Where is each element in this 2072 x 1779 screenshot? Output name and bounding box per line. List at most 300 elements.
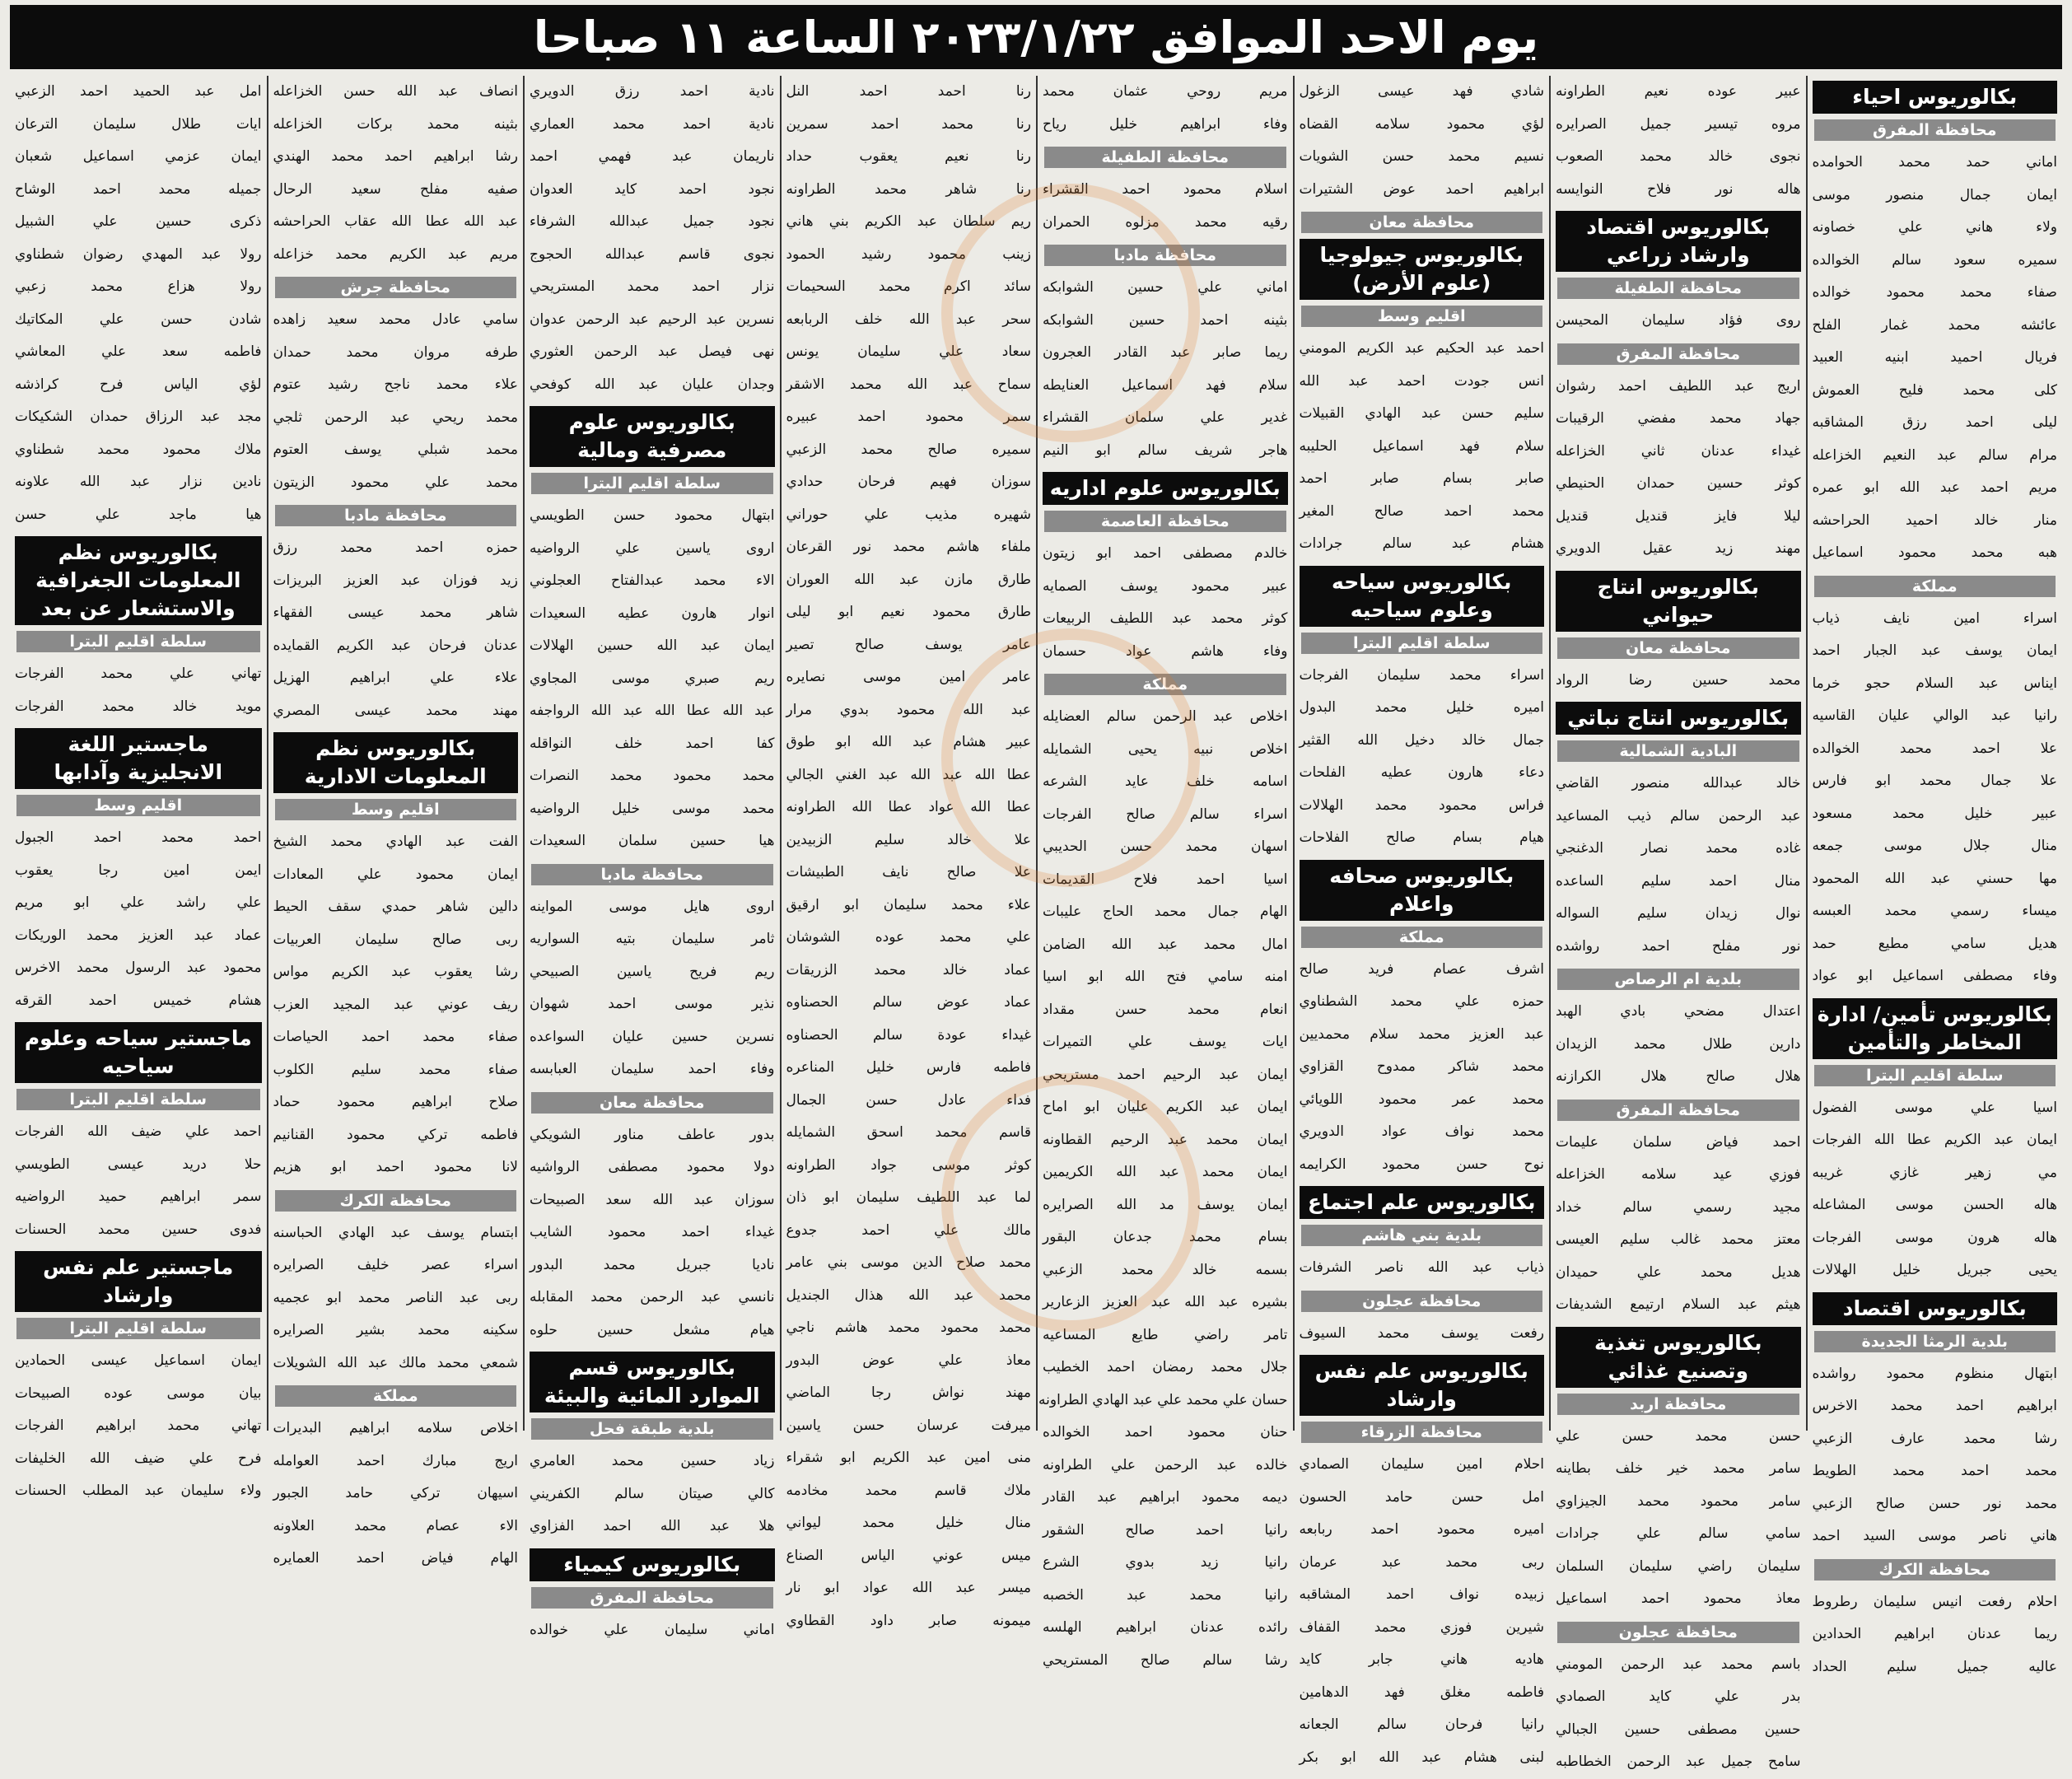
candidate-name: بدر علي كايد الصمادي xyxy=(1556,1688,1801,1705)
candidate-name: هيا حسين سلمان السعيدات xyxy=(530,833,775,849)
region-heading: البادية الشمالية xyxy=(1557,740,1799,762)
candidate-name: مريم احمد عبد الله ابو عمره xyxy=(1812,479,2057,496)
degree-heading: بكالوريوس تغذية وتصنيع غذائي xyxy=(1556,1327,1801,1388)
candidate-name: ايمان محمود علي المعادات xyxy=(273,866,518,883)
candidate-name: سامي سالم علي جرادات xyxy=(1556,1525,1801,1542)
candidate-name: علا احمد محمد الخوالده xyxy=(1812,740,2057,757)
candidate-name: بدور عاطف مناور الشويكي xyxy=(530,1126,775,1143)
degree-heading: بكالوريوس كيمياء xyxy=(530,1548,775,1581)
candidate-name: عبد الله عطا الله عقاب الحراحشه xyxy=(273,213,518,230)
candidate-name: نسرين حسين عليان السواعده xyxy=(530,1028,775,1045)
candidate-name: سلام فهد اسماعيل الحليبه xyxy=(1299,437,1544,455)
candidate-name: طارق محمود نعيم ابو ليلى xyxy=(786,604,1031,620)
candidate-name: عماد عبد العزيز محمد الوريكات xyxy=(15,927,262,944)
candidate-name: كفا احمد خلف النواقله xyxy=(530,735,775,752)
candidate-name: سميره سعود سالم الخوالده xyxy=(1812,251,2057,268)
candidate-name: بشيره عبد الله عبد العزيز الزعارير xyxy=(1043,1294,1288,1310)
candidate-name: هشام عبد سالم جرادات xyxy=(1299,535,1544,552)
candidate-name: منال خليل محمد ليواني xyxy=(786,1515,1031,1531)
candidate-name: احلام رفعت انيس سليمان رطروط xyxy=(1812,1593,2057,1610)
candidate-name: جميله محمد احمد الوشاح xyxy=(15,180,262,198)
candidate-name: اريج مبارك احمد العوامله xyxy=(273,1452,518,1469)
candidate-name: فرح علي ضيف الله الخليفات xyxy=(15,1450,262,1467)
candidate-name: مها حسني عبد الله المحمود xyxy=(1812,870,2057,887)
candidate-name: ايمان عبد الكريم عليان ابو اماح xyxy=(1043,1099,1288,1115)
region-heading: سلطة اقليم البترا xyxy=(1301,633,1543,654)
candidate-name: ليلا فايز قنديل قنديل xyxy=(1556,507,1801,525)
candidate-name: سحر عبد الله خلف الربابعه xyxy=(786,311,1031,328)
candidate-name: رشا محمد عارف الزعبي xyxy=(1812,1430,2057,1447)
candidate-name: انس جودت احمد عبد الله xyxy=(1299,372,1544,390)
region-heading: محافظة عجلون xyxy=(1557,1622,1799,1643)
candidate-name: ملاك محمود محمد شطناوي xyxy=(15,441,262,458)
candidate-name: فداء عادل حسن الجمال xyxy=(786,1091,1031,1109)
candidate-name: خالد عبدالله منصور القاضي xyxy=(1556,775,1801,791)
candidate-name: صفاء محمد سليم الكلوب xyxy=(273,1061,518,1078)
candidate-name: عطا الله عواد عطا الله الطراونه xyxy=(786,799,1031,815)
candidate-name: رانيا احمد صالح الشقور xyxy=(1043,1521,1288,1539)
candidate-name: اميره خليل محمد البدول xyxy=(1299,699,1544,716)
candidate-name: علا صالح نايف الطبيشات xyxy=(786,864,1031,880)
candidate-name: ايناس عبد السلام حجو خرما xyxy=(1812,675,2057,692)
candidate-name: نور مفلح احمد رواشده xyxy=(1556,937,1801,955)
candidate-name: هشام خميس احمد القرقه xyxy=(15,992,262,1009)
candidate-name: رانيا عبد الوالي عليان القاسيه xyxy=(1812,707,2057,724)
candidate-name: صفاء محمد احمد الحياصات xyxy=(273,1029,518,1045)
candidate-name: ناديا جبريل محمد البدور xyxy=(530,1256,775,1273)
candidate-name: ميرفت عرسان حسن ياسين xyxy=(786,1417,1031,1434)
candidate-name: امل حسن حامد الحسون xyxy=(1299,1488,1544,1506)
candidate-name: محمد نور حسن صالح الزعبي xyxy=(1812,1495,2057,1512)
candidate-name: ايمان جمال منصور موسى xyxy=(1812,186,2057,203)
candidate-name: غدير علي سلمان القشراء xyxy=(1043,409,1288,426)
candidate-name: خالده عبد الرحمن علي الطراونه xyxy=(1043,1456,1288,1473)
candidate-name: محمد موسى خليل الرواضيه xyxy=(530,800,775,817)
candidate-name: رشا يعقوب عبد الكريم مواس xyxy=(273,964,518,980)
candidate-name: الهام فياض احمد العمايره xyxy=(273,1550,518,1567)
candidate-name: نجود احمد كايد العدوان xyxy=(530,180,775,198)
candidate-name: حمزه علي محمد الشطناوي xyxy=(1299,993,1544,1010)
degree-heading: بكالوريوس علم نفس وارشاد xyxy=(1300,1355,1545,1416)
candidate-name: امنه سامي فتح الله ابو اسيا xyxy=(1043,969,1288,985)
candidate-name: نوح حسن محمود الكرايمه xyxy=(1299,1156,1544,1173)
candidate-name: مويد خالد محمد الفرجات xyxy=(15,698,262,715)
candidate-name: نانسي عبد الرحمن محمد المقابله xyxy=(530,1289,775,1305)
candidate-name: دارين طلال محمد الزيدان xyxy=(1556,1035,1801,1053)
candidate-name: اسامه خلف عايد الشرعه xyxy=(1043,773,1288,790)
candidate-name: احلام امين سليمان الصمادي xyxy=(1299,1456,1544,1473)
candidate-name: نادية احمد محمد العماري xyxy=(530,115,775,133)
candidate-name: علي محمد عوده الشوشان xyxy=(786,929,1031,946)
candidate-name: زيد فوزان عبد العزيز البريزات xyxy=(273,572,518,589)
candidate-name: صلاح ابراهيم محمود حماد xyxy=(273,1094,518,1110)
region-heading: محافظة معان xyxy=(1301,212,1543,233)
candidate-name: سوزان عبد الله سعد الصبيحات xyxy=(530,1191,775,1208)
candidate-name: صابر بسام صابر احمد xyxy=(1299,470,1544,487)
candidate-name: محمد محمود محمد هاشم ناجي xyxy=(786,1319,1031,1336)
column xyxy=(1806,76,2063,1675)
candidate-name: ابتسام يوسف عبد الهادي الحباسنه xyxy=(273,1224,518,1241)
candidate-name: ايمان عزمي اسماعيل شعبان xyxy=(15,148,262,165)
region-heading: محافظة معان xyxy=(1557,637,1799,659)
region-heading: مملكة xyxy=(1301,927,1543,948)
degree-heading: بكالوريوس علوم مصرفية ومالية xyxy=(530,406,775,467)
candidate-name: جهاد محمد مفضي الرقيبات xyxy=(1556,410,1801,427)
candidate-name: عدنان فرحان عبد الكريم القمايده xyxy=(273,637,518,654)
candidate-name: نجود جميل عبدالله الشرفاء xyxy=(530,213,775,230)
candidate-name: طرفه مروان محمد حمدان xyxy=(273,343,518,361)
candidate-name: اروى هايل موسى المواينه xyxy=(530,898,775,915)
candidate-name: ريم سلطان عبد الكريم بني هاني xyxy=(786,213,1031,230)
candidate-name: كالي صيتان سالم الكفريني xyxy=(530,1485,775,1502)
candidate-name: معتز محمد غالب سليم العيسى xyxy=(1556,1231,1801,1248)
degree-heading: بكالوريوس احياء xyxy=(1813,81,2058,114)
candidate-name: محمود عبد الرسول محمد الاخرس xyxy=(15,960,262,976)
region-heading: سلطة اقليم البترا xyxy=(16,1089,260,1110)
candidate-name: نسرين عبد الرحيم عبد الرحمن عدوان xyxy=(530,311,775,328)
candidate-name: امل عبد الحميد احمد الزعبي xyxy=(15,83,262,100)
candidate-name: علا خالد سليم الزبيدين xyxy=(786,831,1031,848)
candidate-name: ايمان عبد الكريم عطا الله الفرجات xyxy=(1812,1132,2057,1148)
candidate-name: حسين مصطفى حسين الجبالي xyxy=(1556,1721,1801,1738)
candidate-name: حنان محمود احمد الخوالده xyxy=(1043,1424,1288,1440)
candidate-name: غيداء عودة سالم الحصناوه xyxy=(786,1026,1031,1044)
candidate-name: رائده عدنان ابراهيم الهلسه xyxy=(1043,1619,1288,1636)
candidate-name: جلال محمد رمضان احمد الخطيب xyxy=(1043,1359,1288,1375)
candidate-name: مهند محمد عيسى المصري xyxy=(273,702,518,719)
degree-heading: بكالوريوس سياحه وعلوم سياحيه xyxy=(1300,566,1545,627)
candidate-name: لما عبد اللطيف سليمان ابو ذان xyxy=(786,1189,1031,1206)
candidate-name: شادي فهد عيسى الزغول xyxy=(1299,83,1544,100)
candidate-name: تهاني علي محمد الفرجات xyxy=(15,665,262,682)
candidate-name: اخلاص نبيه يحيى الشمايله xyxy=(1043,740,1288,758)
candidate-name: رنا نعيم يعقوب حداد xyxy=(786,148,1031,165)
candidate-name: ايمان محمد عبد الرحيم القطاونه xyxy=(1043,1131,1288,1148)
region-heading: سلطة اقليم البترا xyxy=(531,473,773,494)
candidate-name: علاء محمد ناجح رشيد عتوم xyxy=(273,376,518,393)
candidate-name: سوزان فهيم فرحان حدادي xyxy=(786,474,1031,490)
candidate-name: منار خالد احميد الحراحشه xyxy=(1812,511,2057,529)
candidate-name: محمد ريحي عبد الرحمن ثلجي xyxy=(273,409,518,426)
candidate-name: اريج عبد اللطيف احمد رشوان xyxy=(1556,377,1801,395)
candidate-name: عطا الله عبد الله عبد الغني الجالي xyxy=(786,766,1031,783)
candidate-name: محمد شاكر ممدوح القزاوي xyxy=(1299,1058,1544,1075)
candidate-name: نذير موسى احمد شهوان xyxy=(530,996,775,1012)
candidate-name: عماد عوض سالم الحصناوه xyxy=(786,994,1031,1011)
column xyxy=(267,76,524,1567)
candidate-name: محمد احمد صالح المغير xyxy=(1299,502,1544,520)
candidate-name: دولا محمود مصطفى الرواشيه xyxy=(530,1159,775,1175)
region-heading: محافظة مادبا xyxy=(1044,245,1286,266)
candidate-name: ديمه محمود ابراهيم عبد القادر xyxy=(1043,1489,1288,1506)
candidate-name: امال محمد عبد الله الضامن xyxy=(1043,936,1288,953)
candidate-name: اميره محمود احمد ربابعه xyxy=(1299,1521,1544,1538)
candidate-name: رولا عبد المهدي رضوان شطناوي xyxy=(15,245,262,263)
candidate-name: اماني حمد محمد الحوامده xyxy=(1812,154,2057,170)
candidate-name: زينب محمود رشيد الحمود xyxy=(786,245,1031,263)
candidate-name: نادية احمد رزق الدويري xyxy=(530,83,775,100)
column xyxy=(780,76,1037,1629)
candidate-name: ميسر عبد الله عواد ابو نار xyxy=(786,1580,1031,1596)
candidate-name: سامي عادل محمد سعيد زاهده xyxy=(273,311,518,328)
degree-heading: ماجستير علم نفس وارشاد xyxy=(15,1251,262,1312)
region-heading: اقليم وسط xyxy=(16,795,260,816)
column xyxy=(1036,76,1293,1669)
candidate-name: دعاء هارون عطيه الفلحات xyxy=(1299,764,1544,781)
candidate-name: اسراء محمد سليمان الفرجات xyxy=(1299,666,1544,684)
candidate-name: سميره صالح محمد الزعبي xyxy=(786,441,1031,458)
region-heading: مملكة xyxy=(1044,674,1286,695)
candidate-name: ميس عوني الياس الصناع xyxy=(786,1547,1031,1564)
region-heading: بلدية ام الرصاص xyxy=(1557,969,1799,990)
candidate-name: احمد فياض سلمان عليمات xyxy=(1556,1133,1801,1151)
candidate-name: رفعت يوسف محمد السيوف xyxy=(1299,1324,1544,1342)
candidate-name: ولاء هاني علي خصاونه xyxy=(1812,219,2057,236)
candidate-name: مي زهير غازي غريبه xyxy=(1812,1164,2057,1181)
candidate-name: ابراهيم احمد محمد الاخرس xyxy=(1812,1398,2057,1414)
candidate-name: محمد عمر محمود اللويائي xyxy=(1299,1090,1544,1108)
candidate-name: ابراهيم احمد عوض الشتيرات xyxy=(1299,180,1544,198)
candidate-name: هاله هرون موسى الفرجات xyxy=(1812,1229,2057,1246)
candidate-name: مهند زيد عقيل الدويري xyxy=(1556,540,1801,557)
candidate-name: فاطمه تركي محمود القنانيم xyxy=(273,1126,518,1143)
candidate-name: عبير هشام عبد الله ابو طوق xyxy=(786,734,1031,750)
candidate-name: مروه تيسير جميل الصرايره xyxy=(1556,115,1801,133)
candidate-name: محمد محمود محمد النصرات xyxy=(530,768,775,784)
candidate-name: سامر محمد خير خلف بطاينه xyxy=(1556,1460,1801,1477)
degree-heading: بكالوريوس انتاج حيواني xyxy=(1556,571,1801,632)
candidate-name: ابتهال منظوم محمود رواشده xyxy=(1812,1365,2057,1382)
candidate-name: وفاء احمد سليمان العبابسه xyxy=(530,1061,775,1077)
candidate-name: رانيا زيد بدوي الشرع xyxy=(1043,1554,1288,1571)
region-heading: سلطة اقليم البترا xyxy=(1814,1065,2056,1086)
candidate-name: صفيه مفلح سعيد الرحال xyxy=(273,180,518,198)
candidate-name: اماني سليمان علي خوالده xyxy=(530,1621,775,1638)
candidate-name: عاليه جميل سليم الحداد xyxy=(1812,1658,2057,1675)
candidate-name: يحيى جبريل خليل الهلالات xyxy=(1812,1262,2057,1278)
candidate-name: هاني ناصر موسى السيد احمد xyxy=(1812,1528,2057,1544)
candidate-name: اسيهان تركي حامد الجبور xyxy=(273,1485,518,1501)
region-heading: محافظة العاصمة xyxy=(1044,511,1286,532)
candidate-name: حسان علي محمد علي عبد الهادي الطراونه xyxy=(1038,1391,1288,1408)
degree-heading: بكالوريوس جيولوجيا (علوم الأرض) xyxy=(1300,239,1545,300)
candidate-name: رشا ابراهيم احمد محمد الهندي xyxy=(273,148,518,165)
degree-heading: بكالوريوس انتاج نباتي xyxy=(1556,702,1801,735)
candidate-name: بسمه خالد محمد الزعبي xyxy=(1043,1261,1288,1278)
candidate-name: رنا محمد احمد سمرين xyxy=(786,115,1031,133)
region-heading: محافظة معان xyxy=(531,1092,773,1114)
candidate-name: اسراء امين نايف ذياب xyxy=(1812,609,2057,627)
candidate-name: سلام فهد اسماعيل العنايطه xyxy=(1043,376,1288,394)
candidate-name: اسيا علي موسى الفضول xyxy=(1812,1099,2057,1116)
candidate-name: وجدان عليان عبد الله كوفحي xyxy=(530,376,775,393)
candidate-name: ناريمان عبد فهمي احمد xyxy=(530,148,775,165)
candidate-name: ايات طلال سليمان الترعان xyxy=(15,115,262,133)
candidate-name: صفاء محمد محمود خوالده xyxy=(1812,284,2057,301)
region-heading: بلدية طبقة فحل xyxy=(531,1418,773,1440)
candidate-name: ملاك قاسم محمد مخادمه xyxy=(786,1482,1031,1499)
candidate-name: علاء علي ابراهيم الهزيل xyxy=(273,670,518,686)
candidate-name: غاده محمد نصار الدغنجي xyxy=(1556,840,1801,857)
candidate-name: رولا هزاع محمد زعبي xyxy=(15,278,262,295)
candidate-name: اسهان محمد حسن الحديبي xyxy=(1043,838,1288,855)
candidate-name: قاسم محمد اسحق الشمايله xyxy=(786,1124,1031,1141)
candidate-name: محمد شبلي يوسف العتوم xyxy=(273,441,518,458)
candidate-name: ريما عدنان ابراهيم الحدادين xyxy=(1812,1626,2057,1642)
candidate-name: وفاء مصطفى اسماعيل ابو عواد xyxy=(1812,968,2057,984)
candidate-name: جمال خالد دخيل الله القثير xyxy=(1299,731,1544,749)
region-heading: سلطة اقليم البترا xyxy=(16,1318,260,1339)
candidate-name: هديل محمد علي حميدان xyxy=(1556,1263,1801,1281)
candidate-name: انصاف عبد الله حسن الخزاعله xyxy=(273,83,518,100)
region-heading: محافظة المفرق xyxy=(531,1587,773,1609)
candidate-name: اسراء عصر خليف الصرايره xyxy=(273,1257,518,1273)
candidate-name: خالدم مصطفى احمد ابو زيتون xyxy=(1043,545,1288,562)
candidate-name: شاهر محمد عيسى الفقهاء xyxy=(273,605,518,621)
degree-heading: بكالوريوس اقتصاد xyxy=(1813,1292,2058,1325)
candidate-name: وفاء ابراهيم خليل رياح xyxy=(1043,115,1288,133)
degree-heading: بكالوريوس صحافه واعلام xyxy=(1300,860,1545,921)
candidate-name: محمد علي محمود الزيتون xyxy=(273,474,518,491)
candidate-name: ربى محمد عبد عرمان xyxy=(1299,1553,1544,1571)
candidate-name: ايمان عبد الله حسين الهلالات xyxy=(530,637,775,654)
region-heading: محافظة المفرق xyxy=(1557,1100,1799,1121)
candidate-name: منال احمد سليم الساعده xyxy=(1556,872,1801,890)
candidate-name: سمر ابراهيم حميد الرواضيه xyxy=(15,1188,262,1205)
region-heading: محافظة جرش xyxy=(275,277,517,298)
column xyxy=(10,76,267,1499)
candidate-name: هلا عبد الله احمد الفزاوي xyxy=(530,1518,775,1534)
degree-heading: بكالوريوس نظم المعلومات الجغرافية والاستشعار عن بعد xyxy=(15,536,262,625)
page-title: يوم الاحد الموافق ٢٠٢٣/١/٢٢ الساعة ١١ صباحا xyxy=(10,5,2062,69)
candidate-name: رشا سالم صالح المستريحي xyxy=(1043,1651,1288,1669)
candidate-name: نوال زيدان سليم السواله xyxy=(1556,905,1801,922)
region-heading: بلدية الرمثا الجديدة xyxy=(1814,1331,2056,1352)
candidate-name: منى امين عبد الكريم ابو شقراء xyxy=(786,1450,1031,1466)
results-columns xyxy=(10,76,2062,1770)
candidate-name: شيرين فوزي محمد القفاف xyxy=(1299,1618,1544,1636)
candidate-name: فريال احميد ابنيه العبيد xyxy=(1812,349,2057,366)
candidate-name: غيداء احمد محمود الشايب xyxy=(530,1224,775,1240)
candidate-name: حلا دريد عيسى الطويسي xyxy=(15,1156,262,1173)
candidate-name: لبنى هشام عبد الله ابو بكر xyxy=(1299,1749,1544,1766)
candidate-name: نادين نزار عبد الله علاونه xyxy=(15,474,262,490)
region-heading: محافظة الطفيلة xyxy=(1557,278,1799,299)
candidate-name: ملفاء هاشم محمد نور القرعان xyxy=(786,539,1031,555)
candidate-name: رانيا فرحان سالم الجعانه xyxy=(1299,1716,1544,1733)
candidate-name: مريم روحي عثمان محمد xyxy=(1043,83,1288,100)
candidate-name: ثامر سليمان بتيه السواريه xyxy=(530,931,775,947)
candidate-name: ميمونه صابر داود القطاوي xyxy=(786,1612,1031,1629)
candidate-name: اشرف عصام فريد صالح xyxy=(1299,960,1544,978)
candidate-name: معاذ محمود احمد اسماعيل xyxy=(1556,1590,1801,1607)
region-heading: محافظة الزرقاء xyxy=(1301,1422,1543,1443)
candidate-name: وفاء هاشم عواد حسمان xyxy=(1043,642,1288,660)
candidate-name: مريم عبد الكريم محمد خزاعله xyxy=(273,245,518,263)
candidate-name: ليلى احمد رزق المشاقبه xyxy=(1812,414,2057,431)
candidate-name: نسيم محمد حسن الشويات xyxy=(1299,148,1544,165)
candidate-name: الاء محمد عبدالفتاح العجلوني xyxy=(530,572,775,589)
candidate-name: زبيده نواف احمد المشاقبه xyxy=(1299,1586,1544,1603)
candidate-name: غيداء عدنان ثاني الخزاعله xyxy=(1556,442,1801,460)
candidate-name: زياد حسين محمد العامري xyxy=(530,1453,775,1469)
candidate-name: علي راشد علي ابو مريم xyxy=(15,894,262,911)
candidate-name: سامر محمود محمد الجيزاوي xyxy=(1556,1492,1801,1510)
candidate-name: احمد علي ضيف الله الفرجات xyxy=(15,1123,262,1140)
candidate-name: احمد عبد الحكيم عبد الكريم المومني xyxy=(1299,340,1544,357)
region-heading: محافظة الكرك xyxy=(275,1190,517,1212)
candidate-name: عبير خليل محمد مسعود xyxy=(1812,805,2057,822)
candidate-name: اسيا احمد فلاح القديمات xyxy=(1043,871,1288,888)
candidate-name: ريم فريح ياسين الصبيحي xyxy=(530,963,775,980)
candidate-name: تامر راضي طايع المساعيه xyxy=(1043,1326,1288,1343)
candidate-name: مالك علي احمد جدوع xyxy=(786,1221,1031,1239)
region-heading: محافظة المفرق xyxy=(1814,119,2056,141)
candidate-name: اسراء سالم صالح الفرجات xyxy=(1043,805,1288,823)
candidate-name: ريف عوني عبد المجيد العزب xyxy=(273,996,518,1013)
candidate-name: هاجر شريف سالم ابو النيم xyxy=(1043,441,1288,459)
candidate-name: منال جلال موسى جمعه xyxy=(1812,838,2057,854)
candidate-name: فوزي عيد سلامه الخزاعله xyxy=(1556,1166,1801,1183)
candidate-name: رانيا محمد عبد الخصبه xyxy=(1043,1586,1288,1604)
candidate-name: بيان موسى عوده الصبيحات xyxy=(15,1384,262,1402)
candidate-name: عامر يوسف صالح تصير xyxy=(786,636,1031,653)
candidate-name: شهيره مذيب علي حوراني xyxy=(786,506,1031,523)
candidate-name: كوثر موسى جواد الطراونه xyxy=(786,1156,1031,1174)
candidate-name: مجد عبد الرزاق حمدان الشكيكات xyxy=(15,409,262,425)
degree-heading: بكالوريوس تأمين/ ادارة المخاطر والتأمين xyxy=(1813,998,2058,1059)
candidate-name: اخلاص عبد الرحمن سالم العضايله xyxy=(1043,708,1288,725)
candidate-name: ابتهال محمود حسن الطويسي xyxy=(530,507,775,524)
candidate-name: طارق مازن عبد الله العوران xyxy=(786,571,1031,588)
candidate-name: رنا احمد احمد النل xyxy=(786,83,1031,100)
column xyxy=(1293,76,1550,1766)
candidate-name: روى فؤاد سليمان المحيسن xyxy=(1556,312,1801,329)
candidate-name: علا جمال محمد ابو فارس xyxy=(1812,773,2057,789)
candidate-name: شمعي محمد مالك عبد الله الشويلات xyxy=(273,1354,518,1371)
candidate-name: شادن حسن علي المكاتيك xyxy=(15,311,262,328)
degree-heading: بكالوريوس علم اجتماع xyxy=(1300,1186,1545,1219)
candidate-name: سعاد علي سليمان يونس xyxy=(786,343,1031,360)
candidate-name: رنا شاهر محمد الطراونه xyxy=(786,180,1031,198)
candidate-name: هاله الحسن موسى المشاعله xyxy=(1812,1197,2057,1213)
candidate-name: بسام محمد جدعان البقور xyxy=(1043,1229,1288,1245)
candidate-name: انوار هارون عطيه السعيدات xyxy=(530,605,775,622)
region-heading: محافظة مادبا xyxy=(275,505,517,526)
degree-heading: بكالوريوس نظم المعلومات الادارية xyxy=(273,732,519,793)
candidate-name: اخلاص سلامه ابراهيم البديرات xyxy=(273,1420,518,1436)
candidate-name: مهند نواش رجا الماضي xyxy=(786,1384,1031,1401)
degree-heading: ماجستير سياحه وعلوم سياحيه xyxy=(15,1022,262,1083)
candidate-name: سامح جميل عبد الرحمن الخطاطبه xyxy=(1556,1753,1801,1770)
region-heading: اقليم وسط xyxy=(275,799,517,820)
candidate-name: معاذ علي عوض البدور xyxy=(786,1352,1031,1369)
region-heading: مملكة xyxy=(1814,576,2056,597)
candidate-name: دالين شاهر حمدي سقف الحيط xyxy=(273,899,518,915)
candidate-name: عبد الله عطا الله عبد الله الرواجفه xyxy=(530,703,775,719)
candidate-name: مرام سالم عبد النعيم الخزاعله xyxy=(1812,446,2057,464)
candidate-name: ذكرى حسين علي الشبيل xyxy=(15,213,262,230)
candidate-name: فدوى حسين محمد الحسنات xyxy=(15,1221,262,1238)
candidate-name: هاله نور فلاح النوايسه xyxy=(1556,180,1801,198)
degree-heading: بكالوريوس قسم الموارد المائية والبيئة xyxy=(530,1352,775,1412)
candidate-name: سائد اكرم محمد السحيمات xyxy=(786,278,1031,295)
candidate-name: هبه محمد محمود اسماعيل xyxy=(1812,544,2057,561)
candidate-name: نهى فيصل عبد الرحمن العثوري xyxy=(530,343,775,360)
region-heading: محافظة المفرق xyxy=(1557,343,1799,365)
candidate-name: محمد نواف عواد الدويري xyxy=(1299,1123,1544,1140)
candidate-name: علاء محمد سليمان ابو ارقيق xyxy=(786,896,1031,913)
